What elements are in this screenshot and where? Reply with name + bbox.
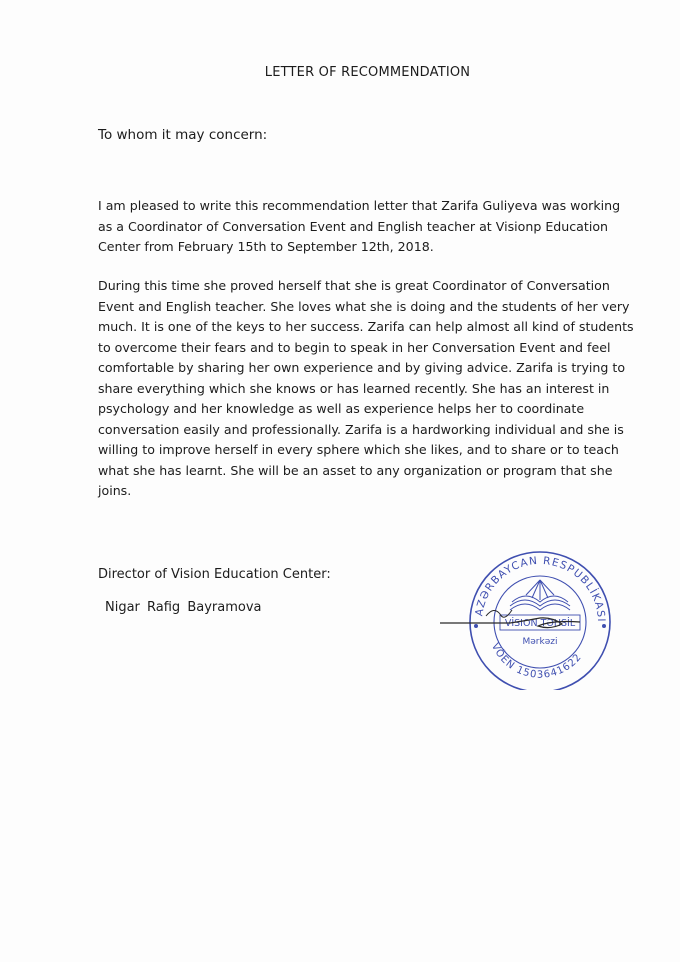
official-stamp: [440, 540, 620, 690]
stamp-outer-text: AZƏRBAYCAN RESPUBLİKASI: [473, 554, 608, 623]
salutation: To whom it may concern:: [98, 127, 268, 143]
paragraph-body: During this time she proved herself that she is great Coordinator of Conversation Event and English teacher. She loves what she is doing and the students of her very much. It is one of the keys to her success. Zarifa can help almost all kind of students to overcome their fears and to begin to speak in her Conversation Event and feel comfortable by sharing her own experience and by giving advice. Zarifa is trying to share everything which she knows or has learned recently. She has an interest in psychology and her knowledge as well as experience helps her to coordinate conversation easily and professionally. Zarifa is a hardworking individual and she is willing to improve herself in every sphere which she likes, and to share or to teach what she has learnt. She will be an asset to any organization or program that she joins.: [98, 278, 634, 498]
letter-title: LETTER OF RECOMMENDATION: [264, 65, 471, 80]
stamp-bottom-text: VÖEN 1503641622: [488, 641, 585, 681]
signatory-name: Nigar Rafig Bayramova: [105, 600, 262, 615]
stamp-dot-left: [474, 624, 478, 628]
stamp-inner-line2: Mərkəzi: [522, 637, 558, 647]
signatory-title: Director of Vision Education Center:: [98, 567, 331, 582]
signature-flourish: [486, 610, 512, 617]
stamp-dot-right: [602, 624, 606, 628]
stamp-inner-line1: VİSION TƏHSİL: [504, 618, 576, 629]
book-emblem-icon: [510, 580, 570, 610]
paragraph-intro: I am pleased to write this recommendation letter that Zarifa Guliyeva was working as a Coordinator of Conversation Event and English teacher at Visionp Education Center from February 15th to September 12th, 2018.: [98, 198, 621, 254]
